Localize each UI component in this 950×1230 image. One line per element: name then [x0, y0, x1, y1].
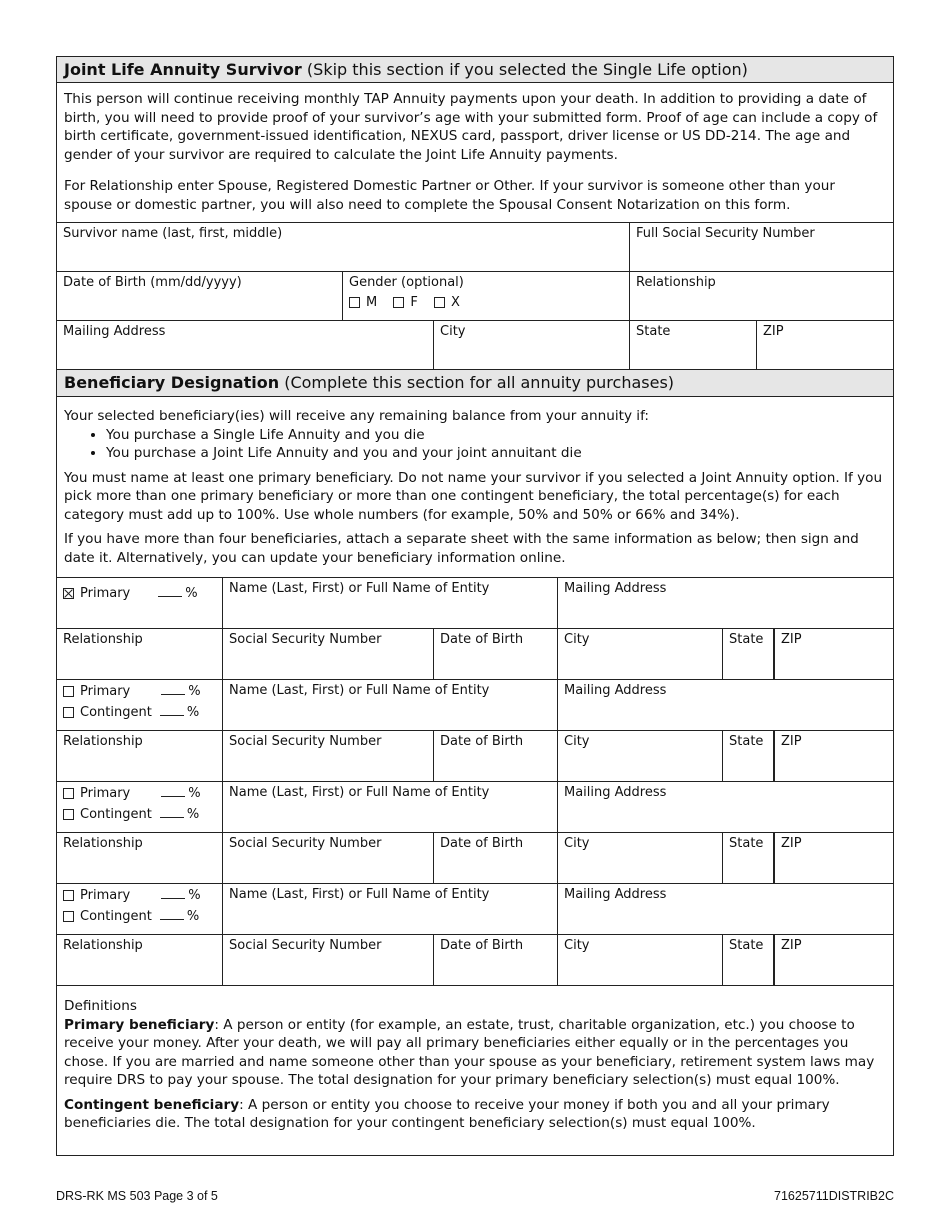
percent-sign: %	[186, 909, 200, 924]
contingent-label: Contingent	[80, 807, 152, 822]
beneficiary-4-contingent-checkbox[interactable]	[63, 911, 74, 922]
survivor-ssn-label: Full Social Security Number	[636, 226, 815, 241]
gender-f-checkbox[interactable]	[393, 297, 404, 308]
beneficiary-2-contingent-checkbox[interactable]	[63, 707, 74, 718]
list-item: • You purchase a Joint Life Annuity and you and your joint annuitant die	[106, 444, 886, 463]
survivor-city-label: City	[440, 324, 466, 339]
contingent-label: Contingent	[80, 705, 152, 720]
gender-m-checkbox[interactable]	[349, 297, 360, 308]
beneficiary-3-primary-checkbox[interactable]	[63, 788, 74, 799]
contingent-definition	[64, 1096, 886, 1133]
beneficiary-1-dob-field[interactable]	[434, 629, 558, 679]
primary-label: Primary	[80, 786, 131, 801]
survivor-row-2	[56, 272, 894, 321]
survivor-state-field[interactable]	[630, 321, 757, 369]
beneficiary-1-mailing-field[interactable]	[558, 578, 893, 628]
ssn-label: Social Security Number	[229, 632, 382, 647]
survivor-zip-label: ZIP	[763, 324, 784, 339]
survivor-row-1	[56, 223, 894, 272]
percent-sign: %	[186, 705, 200, 720]
zip-label: ZIP	[781, 632, 802, 647]
percent-sign: %	[186, 807, 200, 822]
beneficiary-2-contingent-percent[interactable]	[160, 704, 184, 716]
beneficiary-3-contingent-percent[interactable]	[160, 806, 184, 818]
beneficiary-4-name-field[interactable]	[223, 884, 558, 934]
gender-f-label: F	[410, 295, 418, 310]
beneficiary-4-row-b	[56, 935, 894, 986]
mailing-label: Mailing Address	[564, 581, 667, 596]
beneficiary-3-row-a	[56, 782, 894, 833]
beneficiary-3-type	[57, 782, 223, 832]
beneficiary-1-name-field[interactable]	[223, 578, 558, 628]
beneficiary-3-zip-field[interactable]	[775, 833, 893, 883]
beneficiary-4-row-a	[56, 884, 894, 935]
mailing-label: Mailing Address	[564, 887, 667, 902]
primary-definition	[64, 1016, 886, 1090]
form-page	[56, 56, 894, 1156]
beneficiary-section-header	[56, 370, 894, 397]
beneficiary-title: Beneficiary Designation	[64, 373, 280, 392]
survivor-intro-p2: For Relationship enter Spouse, Registered Domestic Partner or Other. If your survivor is someone other than your spouse or domestic partner, you will also need to complete the Spousal Consent Notarization on this form.	[64, 178, 835, 213]
definitions-heading: Definitions	[64, 998, 137, 1014]
survivor-title-note: (Skip this section if you selected the Single Life option)	[306, 60, 748, 79]
beneficiary-4-relationship-field[interactable]	[57, 935, 223, 985]
beneficiary-4-zip-field[interactable]	[775, 935, 893, 985]
relationship-label: Relationship	[63, 836, 143, 851]
beneficiary-2-name-field[interactable]	[223, 680, 558, 730]
beneficiary-2-ssn-field[interactable]	[223, 731, 434, 781]
name-label: Name (Last, First) or Full Name of Entity	[229, 887, 490, 902]
percent-sign: %	[188, 786, 201, 801]
survivor-name-field[interactable]	[57, 223, 630, 271]
survivor-name-label: Survivor name (last, first, middle)	[63, 226, 283, 241]
city-label: City	[564, 632, 590, 647]
ssn-label: Social Security Number	[229, 734, 382, 749]
survivor-relationship-field[interactable]	[630, 272, 893, 320]
beneficiary-4-dob-field[interactable]	[434, 935, 558, 985]
beneficiary-intro-p3: If you have more than four beneficiaries, attach a separate sheet with the same information as below; then sign and date it. Alternatively, you can update your beneficiary information online.	[64, 531, 859, 566]
primary-label: Primary	[80, 586, 131, 601]
survivor-mailing-field[interactable]	[57, 321, 434, 369]
city-label: City	[564, 938, 590, 953]
beneficiary-1-ssn-field[interactable]	[223, 629, 434, 679]
percent-sign: %	[188, 888, 201, 903]
survivor-gender-label: Gender (optional)	[349, 275, 464, 290]
survivor-title: Joint Life Annuity Survivor	[64, 60, 302, 79]
survivor-zip-field[interactable]	[757, 321, 893, 369]
beneficiary-4-mailing-field[interactable]	[558, 884, 893, 934]
beneficiary-intro-p2: You must name at least one primary beneficiary. Do not name your survivor if you selected a Joint Annuity option. If you pick more than one primary beneficiary or more than one contingent beneficiary, the total percentage(s) for each category must add up to 100%. Use whole numbers (for example, 50% and 50% or 66% and 34%).	[64, 469, 883, 523]
beneficiary-2-city-field[interactable]	[558, 731, 723, 781]
state-label: State	[729, 938, 764, 953]
contingent-text: : A person or entity you choose to receive your money if both you and all your primary beneficiaries die. The total designation for your contingent beneficiary selection(s) must equal 100%.	[64, 1096, 830, 1131]
beneficiary-2-mailing-field[interactable]	[558, 680, 893, 730]
footer-doc-code: 71625711DISTRIB2C	[774, 1189, 894, 1203]
relationship-label: Relationship	[63, 734, 143, 749]
beneficiary-3-dob-field[interactable]	[434, 833, 558, 883]
survivor-row-3	[56, 321, 894, 370]
beneficiary-1-state-field[interactable]	[723, 629, 775, 679]
beneficiary-1-relationship-field[interactable]	[57, 629, 223, 679]
survivor-ssn-field[interactable]	[630, 223, 893, 271]
relationship-label: Relationship	[63, 632, 143, 647]
beneficiary-3-name-field[interactable]	[223, 782, 558, 832]
beneficiary-4-primary-percent[interactable]	[161, 887, 185, 899]
beneficiary-3-contingent-checkbox[interactable]	[63, 809, 74, 820]
gender-x-label: X	[450, 295, 460, 310]
survivor-relationship-label: Relationship	[636, 275, 716, 290]
beneficiary-intro	[56, 397, 894, 578]
primary-text: : A person or entity (for example, an estate, trust, charitable organization, etc.) you choose to receive your money. After your death, we will pay all primary beneficiaries either equally or in the percentages you chose. If you are married and name someone other than your spouse as your beneficiary, retirement system laws may require DRS to pay your spouse. The total designation for your primary beneficiary selection(s) must equal 100%.	[64, 1016, 875, 1088]
dob-label: Date of Birth	[440, 632, 524, 647]
state-label: State	[729, 632, 764, 647]
list-item: • You purchase a Single Life Annuity and you die	[106, 426, 886, 445]
beneficiary-4-primary-checkbox[interactable]	[63, 890, 74, 901]
beneficiary-1-type	[57, 578, 223, 628]
beneficiary-2-type	[57, 680, 223, 730]
beneficiary-2-primary-checkbox[interactable]	[63, 686, 74, 697]
beneficiary-title-note: (Complete this section for all annuity purchases)	[284, 373, 675, 392]
dob-label: Date of Birth	[440, 938, 524, 953]
beneficiary-2-relationship-field[interactable]	[57, 731, 223, 781]
survivor-section-header	[56, 56, 894, 83]
percent-sign: %	[188, 684, 201, 699]
zip-label: ZIP	[781, 938, 802, 953]
contingent-term: Contingent beneficiary	[64, 1096, 240, 1113]
survivor-dob-label: Date of Birth (mm/dd/yyyy)	[63, 275, 242, 290]
primary-term: Primary beneficiary	[64, 1016, 215, 1033]
survivor-city-field[interactable]	[434, 321, 630, 369]
beneficiary-3-mailing-field[interactable]	[558, 782, 893, 832]
survivor-intro-p1: This person will continue receiving monthly TAP Annuity payments upon your death. In addition to providing a date of birth, you will need to provide proof of your survivor’s age with your submitted form. Proof of age can include a copy of birth certificate, government-issued identification, NEXUS card, passport, driver license or US DD-214. The age and gender of your survivor are required to calculate the Joint Life Annuity payments.	[64, 91, 878, 163]
beneficiary-intro-p1: Your selected beneficiary(ies) will receive any remaining balance from your annuity if:	[64, 408, 649, 424]
mailing-label: Mailing Address	[564, 683, 667, 698]
beneficiary-4-city-field[interactable]	[558, 935, 723, 985]
dob-label: Date of Birth	[440, 734, 524, 749]
beneficiary-4-type	[57, 884, 223, 934]
state-label: State	[729, 734, 764, 749]
zip-label: ZIP	[781, 734, 802, 749]
contingent-label: Contingent	[80, 909, 152, 924]
name-label: Name (Last, First) or Full Name of Entity	[229, 785, 490, 800]
gender-m-label: M	[366, 295, 378, 310]
percent-sign: %	[185, 586, 198, 601]
beneficiary-2-zip-field[interactable]	[775, 731, 893, 781]
beneficiary-1-primary-percent[interactable]	[158, 585, 182, 597]
beneficiary-1-primary-checkbox[interactable]	[63, 588, 74, 599]
ssn-label: Social Security Number	[229, 938, 382, 953]
beneficiary-4-contingent-percent[interactable]	[160, 908, 184, 920]
name-label: Name (Last, First) or Full Name of Entity	[229, 683, 490, 698]
beneficiary-4-ssn-field[interactable]	[223, 935, 434, 985]
survivor-state-label: State	[636, 324, 671, 339]
beneficiary-4-state-field[interactable]	[723, 935, 775, 985]
beneficiary-3-state-field[interactable]	[723, 833, 775, 883]
beneficiary-2-state-field[interactable]	[723, 731, 775, 781]
beneficiary-2-primary-percent[interactable]	[161, 683, 185, 695]
dob-label: Date of Birth	[440, 836, 524, 851]
beneficiary-3-relationship-field[interactable]	[57, 833, 223, 883]
survivor-gender-field	[343, 272, 630, 320]
footer-form-id: DRS-RK MS 503 Page 3 of 5	[56, 1189, 218, 1203]
survivor-mailing-label: Mailing Address	[63, 324, 166, 339]
mailing-label: Mailing Address	[564, 785, 667, 800]
beneficiary-3-primary-percent[interactable]	[161, 785, 185, 797]
beneficiary-1-city-field[interactable]	[558, 629, 723, 679]
zip-label: ZIP	[781, 836, 802, 851]
beneficiary-3-ssn-field[interactable]	[223, 833, 434, 883]
city-label: City	[564, 836, 590, 851]
survivor-intro	[56, 83, 894, 223]
definitions-box	[56, 986, 894, 1156]
primary-label: Primary	[80, 888, 131, 903]
beneficiary-3-row-b	[56, 833, 894, 884]
beneficiary-1-zip-field[interactable]	[775, 629, 893, 679]
relationship-label: Relationship	[63, 938, 143, 953]
beneficiary-1-row-a	[56, 578, 894, 629]
beneficiary-3-city-field[interactable]	[558, 833, 723, 883]
gender-x-checkbox[interactable]	[434, 297, 445, 308]
ssn-label: Social Security Number	[229, 836, 382, 851]
survivor-dob-field[interactable]	[57, 272, 343, 320]
primary-label: Primary	[80, 684, 131, 699]
city-label: City	[564, 734, 590, 749]
state-label: State	[729, 836, 764, 851]
beneficiary-1-row-b	[56, 629, 894, 680]
beneficiary-2-row-a	[56, 680, 894, 731]
name-label: Name (Last, First) or Full Name of Entity	[229, 581, 490, 596]
beneficiary-2-dob-field[interactable]	[434, 731, 558, 781]
beneficiary-conditions-list	[64, 426, 886, 463]
beneficiary-2-row-b	[56, 731, 894, 782]
